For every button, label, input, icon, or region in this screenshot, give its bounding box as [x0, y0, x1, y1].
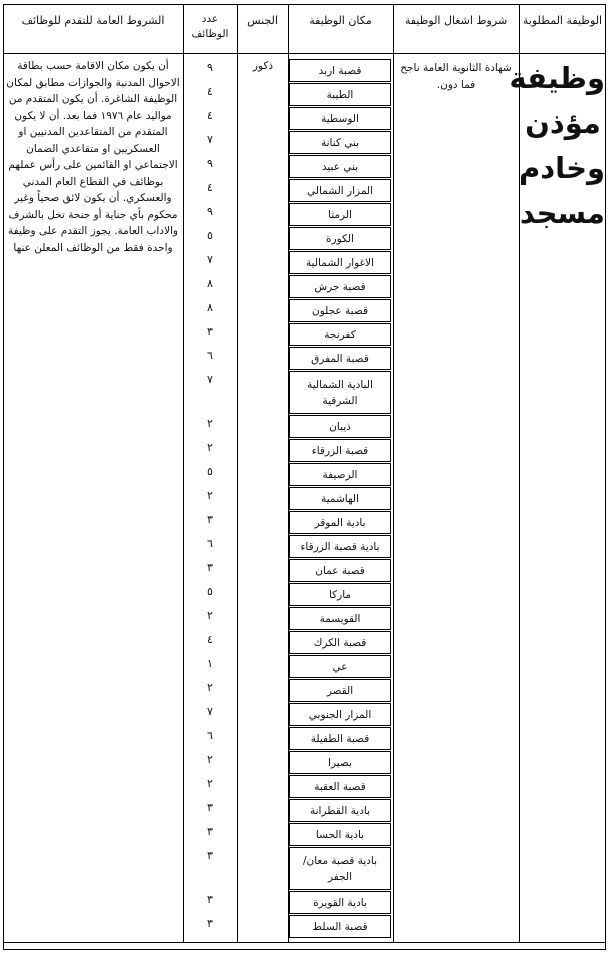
header-count: عدد الوظائف — [183, 4, 237, 54]
count-cell: ٩ — [207, 157, 213, 170]
count-cell: ٣ — [207, 801, 213, 814]
place-cell: بني كنانة — [289, 131, 391, 154]
place-cell: كفرنجة — [289, 323, 391, 346]
count-cell: ٤ — [207, 109, 213, 122]
count-cell: ٣ — [207, 561, 213, 574]
count-cell: ٦ — [207, 537, 213, 550]
place-cell: الهاشمية — [289, 487, 391, 510]
count-cell: ٢ — [207, 753, 213, 766]
place-cell: الاغوار الشمالية — [289, 251, 391, 274]
place-cell: عي — [289, 655, 391, 678]
job-title: وظيفة مؤذن وخادم مسجد — [509, 61, 605, 230]
job-conditions-text: شهادة الثانوية العامة ناجح فما دون. — [400, 62, 512, 91]
place-cell: المزار الشمالي — [289, 179, 391, 202]
header-place: مكان الوظيفة — [288, 4, 393, 54]
place-cell: بادية القويرة — [289, 891, 391, 914]
header-conditions: شروط اشغال الوظيفة — [393, 4, 519, 54]
place-cell: البادية الشمالية الشرقية — [289, 371, 391, 414]
count-cell: ٩ — [207, 61, 213, 74]
count-cell: ٢ — [207, 489, 213, 502]
place-cell: الكورة — [289, 227, 391, 250]
place-cell: قصبة عمان — [289, 559, 391, 582]
place-cell: بادية القطرانة — [289, 799, 391, 822]
place-cell: قصبة السلط — [289, 915, 391, 938]
count-cell: ٧ — [207, 373, 213, 386]
place-cell: قصبة عجلون — [289, 299, 391, 322]
count-cell: ٣ — [207, 849, 213, 862]
count-cell: ٢ — [207, 777, 213, 790]
column-divider — [237, 4, 238, 942]
count-cell: ٣ — [207, 917, 213, 930]
count-cell: ٢ — [207, 681, 213, 694]
place-cell: القويسمة — [289, 607, 391, 630]
column-divider — [393, 4, 394, 942]
count-cell: ٧ — [207, 253, 213, 266]
place-cell: قصبة الطفيلة — [289, 727, 391, 750]
place-cell: قصبة جرش — [289, 275, 391, 298]
count-cell: ٩ — [207, 205, 213, 218]
count-cell: ٢ — [207, 441, 213, 454]
count-cell: ٢ — [207, 609, 213, 622]
place-cell: ماركا — [289, 583, 391, 606]
place-cell: قصبة اربد — [289, 59, 391, 82]
place-cell: بادية الموقر — [289, 511, 391, 534]
header-sex: الجنس — [237, 4, 288, 54]
place-cell: بادية قصبة الزرقاء — [289, 535, 391, 558]
place-cell: ذيبان — [289, 415, 391, 438]
place-cell: بادية الحسا — [289, 823, 391, 846]
place-cell: قصبة العقبة — [289, 775, 391, 798]
count-cell: ٧ — [207, 133, 213, 146]
count-cell: ٦ — [207, 729, 213, 742]
count-cell: ٤ — [207, 85, 213, 98]
place-cell: بادية قصبة معان/ الجفر — [289, 847, 391, 890]
count-cell: ٤ — [207, 181, 213, 194]
place-cell: الرمثا — [289, 203, 391, 226]
count-cell: ٤ — [207, 633, 213, 646]
bottom-divider — [3, 942, 606, 943]
place-cell: الطيبة — [289, 83, 391, 106]
place-cell: قصبة الكرك — [289, 631, 391, 654]
sex-value: ذكور — [252, 60, 274, 72]
count-cell: ٦ — [207, 349, 213, 362]
place-cell: بني عبيد — [289, 155, 391, 178]
count-cell: ٣ — [207, 325, 213, 338]
count-cell: ٨ — [207, 277, 213, 290]
header-job: الوظيفة المطلوبة — [519, 4, 606, 54]
count-cell: ١ — [207, 657, 213, 670]
place-cell: قصبة الزرقاء — [289, 439, 391, 462]
count-cell: ٥ — [207, 585, 213, 598]
count-cell: ٣ — [207, 893, 213, 906]
place-cell: قصبة المفرق — [289, 347, 391, 370]
count-cell: ٣ — [207, 513, 213, 526]
count-cell: ٣ — [207, 825, 213, 838]
column-divider — [519, 4, 520, 942]
place-cell: الرصيفة — [289, 463, 391, 486]
count-cell: ٥ — [207, 465, 213, 478]
place-cell: الوسطية — [289, 107, 391, 130]
count-cell: ٢ — [207, 417, 213, 430]
general-conditions-text: أن يكون مكان الاقامة حسب بطاقة الاحوال المدنية والجوازات مطابق لمكان الوظيفة الشاغرة. أن يكون المتقدم من مواليد عام ١٩٧٦ فما بعد. أن لا يكون المتقدم من المتقاعدين المدنيين او العسكريين او متقاعدي الضمان الاجتماعي او القائمين على رأس عملهم بوظائف في القطاع العام المدني والعسكري. أن يكون لائق صحياً وغير محكوم بأي جناية أو جنحة تخل بالشرف والاداب العامة. يجوز التقدم على وظيفة واحدة فقط من الوظائف المعلن عنها — [6, 60, 180, 254]
count-cell: ٥ — [207, 229, 213, 242]
header-general: الشروط العامة للتقدم للوظائف — [3, 4, 183, 54]
place-cell: المزار الجنوبي — [289, 703, 391, 726]
place-cell: القصر — [289, 679, 391, 702]
place-cell: بصيرا — [289, 751, 391, 774]
count-cell: ٨ — [207, 301, 213, 314]
count-cell: ٧ — [207, 705, 213, 718]
